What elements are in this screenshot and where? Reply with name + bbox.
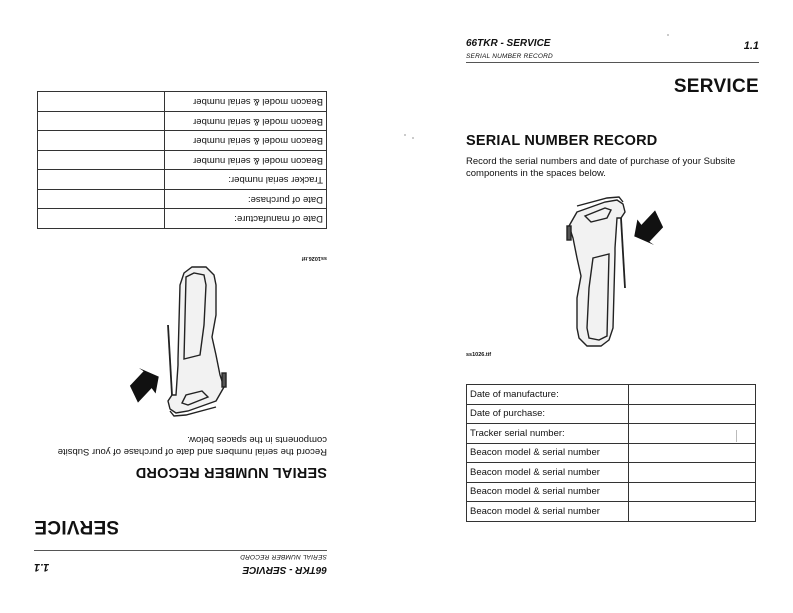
header-subtitle: SERIAL NUMBER RECORD <box>466 53 553 60</box>
tracker-handle-illustration <box>126 263 246 425</box>
row-label: Date of manufacture: <box>165 209 327 229</box>
serial-number-record-table <box>37 92 327 230</box>
subsection-title: SERIAL NUMBER RECORD <box>135 464 327 480</box>
scan-speck <box>667 34 669 36</box>
row-label: Tracker serial number: <box>467 424 629 444</box>
row-label: Beacon model & serial number <box>467 502 629 522</box>
scan-speck <box>736 430 737 442</box>
row-value[interactable] <box>629 463 756 483</box>
page-number: 1.1 <box>743 40 759 52</box>
subsection-title: SERIAL NUMBER RECORD <box>466 133 658 149</box>
row-label: Date of purchase: <box>467 404 629 424</box>
row-label: Beacon model & serial number <box>165 151 327 171</box>
row-label: Beacon model & serial number <box>467 482 629 502</box>
header-subtitle: SERIAL NUMBER RECORD <box>240 553 327 560</box>
left-page-mirrored <box>0 0 396 613</box>
figure-label: ss1026.tif <box>466 352 492 358</box>
row-label: Beacon model & serial number <box>467 443 629 463</box>
scan-speck <box>412 137 414 139</box>
row-value[interactable] <box>629 404 756 424</box>
row-label: Beacon model & serial number <box>165 112 327 132</box>
serial-number-record-table <box>466 384 756 522</box>
table-row <box>38 112 327 132</box>
row-label: Date of purchase: <box>165 190 327 210</box>
section-title: SERVICE <box>34 516 120 537</box>
row-value[interactable] <box>38 190 165 210</box>
table-row <box>467 463 756 483</box>
row-label: Date of manufacture: <box>467 385 629 405</box>
table-row <box>467 482 756 502</box>
table-row <box>38 131 327 151</box>
scan-speck <box>404 134 406 136</box>
table-row <box>467 502 756 522</box>
table-row <box>467 424 756 444</box>
table-row <box>38 170 327 190</box>
row-value[interactable] <box>38 151 165 171</box>
header-title: 66TKR - SERVICE <box>242 564 327 575</box>
row-value[interactable] <box>38 209 165 229</box>
header-title: 66TKR - SERVICE <box>466 38 551 49</box>
row-value[interactable] <box>629 502 756 522</box>
intro-text: Record the serial numbers and date of purchase of your Subsite components in the spaces below. <box>466 156 736 179</box>
intro-text: Record the serial numbers and date of purchase of your Subsite components in the spaces below. <box>57 434 327 457</box>
table-row <box>38 151 327 171</box>
table-row <box>38 209 327 229</box>
row-label: Beacon model & serial number <box>165 131 327 151</box>
row-value[interactable] <box>629 482 756 502</box>
row-value[interactable] <box>629 443 756 463</box>
right-page <box>397 0 793 613</box>
row-label: Beacon model & serial number <box>165 92 327 112</box>
header-divider <box>34 550 327 551</box>
header-divider <box>466 62 759 63</box>
table-row <box>38 92 327 112</box>
row-value[interactable] <box>38 112 165 132</box>
table-row <box>38 190 327 210</box>
row-label: Tracker serial number: <box>165 170 327 190</box>
row-value[interactable] <box>38 131 165 151</box>
row-value[interactable] <box>38 170 165 190</box>
row-value[interactable] <box>38 92 165 112</box>
tracker-handle-illustration <box>547 188 667 350</box>
page-number: 1.1 <box>34 561 50 573</box>
row-value[interactable] <box>629 385 756 405</box>
table-row <box>467 404 756 424</box>
row-label: Beacon model & serial number <box>467 463 629 483</box>
figure-label: ss1026.tif <box>301 255 327 261</box>
section-title: SERVICE <box>673 76 759 97</box>
table-row <box>467 443 756 463</box>
table-row <box>467 385 756 405</box>
